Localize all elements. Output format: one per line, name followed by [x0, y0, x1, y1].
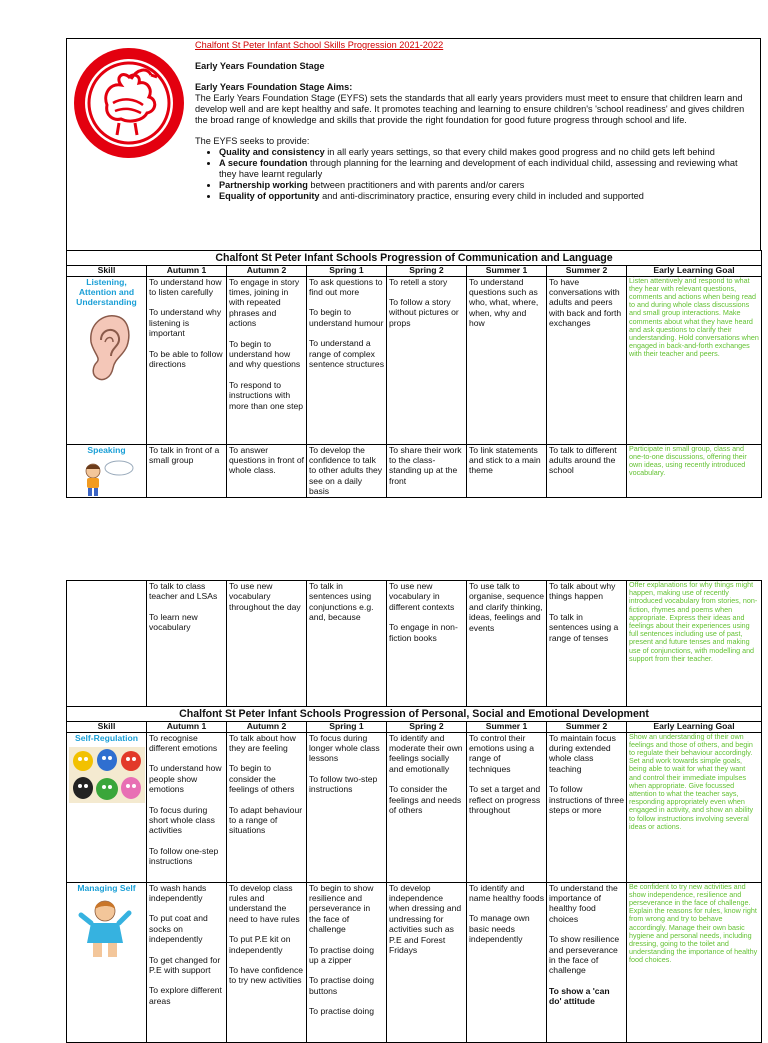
table-cell: To answer questions in front of whole class. — [227, 444, 307, 497]
column-header: Skill — [67, 722, 147, 733]
table-cell: To have conversations with adults and peers with back and forth exchanges — [547, 276, 627, 444]
column-header: Spring 1 — [307, 722, 387, 733]
skill-label: Managing Self — [77, 882, 136, 893]
column-header: Autumn 1 — [147, 722, 227, 733]
communication-table — [66, 250, 762, 498]
page2-table — [66, 580, 762, 1043]
early-learning-goal: Listen attentively and respond to what they hear with relevant questions, comments and actions when being read to and during whole class discussions and small group interactions. Make comments about what they have heard and ask questions to clarify their understanding. Hold conversations when engaged in back-and-forth exchanges with their teacher and peers. — [627, 276, 762, 444]
ear-icon — [81, 312, 133, 384]
section-title: Chalfont St Peter Infant Schools Progression of Communication and Language — [67, 251, 762, 266]
early-learning-goal: Be confident to try new activities and show independence, resilience and perseverance in the face of challenge. Explain the reasons for rules, know right from wrong and try to behave accordingly. Manage their own basic hygiene and personal needs, including dressing, going to the toilet and understanding the importance of healthy food choices. — [627, 882, 762, 1042]
table-row — [67, 882, 762, 1042]
table-row — [67, 732, 762, 882]
column-header: Early Learning Goal — [627, 266, 762, 277]
stage-heading: Early Years Foundation Stage — [195, 61, 325, 71]
eyfs-bullet-list — [195, 147, 757, 202]
aims-paragraph: The Early Years Foundation Stage (EYFS) sets the standards that all early years providers must meet to ensure that children learn and develop well and are kept healthy and safe. It promotes teaching and learning to ensure children's 'school readiness' and gives children the broad range of knowledge and skills that provide the right foundation for good future progress through school and life. — [195, 93, 745, 125]
table-cell: To control their emotions using a range of techniques To set a target and reflect on progress throughout — [467, 732, 547, 882]
table-cell: To talk about how they are feeling To begin to consider the feelings of others To adapt behaviour to a range of situations — [227, 732, 307, 882]
early-learning-goal: Participate in small group, class and one-to-one discussions, offering their own ideas, using recently introduced vocabulary. — [627, 444, 762, 497]
speaking-child-icon — [79, 459, 135, 497]
table-cell: To recognise different emotions To understand how people show emotions To focus during short whole class activities To follow one-step instructions — [147, 732, 227, 882]
table-cell: To share their work to the class- standing up at the front — [387, 444, 467, 497]
bullet-item: • Quality and consistency in all early years settings, so that every child makes good progress and no child gets left behind — [219, 147, 757, 158]
column-header: Autumn 2 — [227, 722, 307, 733]
column-header: Summer 1 — [467, 266, 547, 277]
table-cell: To maintain focus during extended whole class teaching To follow instructions of three steps or more — [547, 732, 627, 882]
table-cell — [67, 581, 147, 707]
column-header: Summer 2 — [547, 266, 627, 277]
table-cell: To talk in sentences using conjunctions e.g. and, because — [307, 581, 387, 707]
skill-label: Listening, Attention and Understanding — [76, 276, 137, 308]
table-cell: To develop the confidence to talk to other adults they see on a daily basis — [307, 444, 387, 497]
skill-label: Speaking — [87, 444, 126, 455]
section-title: Chalfont St Peter Infant Schools Progression of Personal, Social and Emotional Development — [67, 707, 762, 722]
document-title[interactable]: Chalfont St Peter Infant School Skills Progression 2021-2022 — [195, 40, 444, 50]
table-cell: To wash hands independently To put coat and socks on independently To get changed for P.E with support To explore different areas — [147, 882, 227, 1042]
bullet-item: • Equality of opportunity and anti-discriminatory practice, ensuring every child in included and supported — [219, 191, 757, 202]
early-learning-goal: Offer explanations for why things might happen, making use of recently introduced vocabulary from stories, non-fiction, rhymes and poems when appropriate. Express their ideas and feelings about their experiences using full sentences including use of past, present and future tenses and making use of conjunctions, with modelling and support from their teacher. — [627, 581, 762, 707]
bullet-item: • A secure foundation through planning for the learning and development of each individual child, assessing and reviewing what they have learnt regularly — [219, 158, 757, 180]
column-header: Summer 2 — [547, 722, 627, 733]
intro-text — [195, 40, 757, 202]
school-logo — [73, 47, 185, 159]
column-header: Spring 2 — [387, 722, 467, 733]
table-cell: To use new vocabulary in different contexts To engage in non-fiction books — [387, 581, 467, 707]
bullet-item: • Partnership working between practitioners and with parents and/or carers — [219, 180, 757, 191]
skill-label: Self-Regulation — [74, 732, 139, 743]
column-header: Early Learning Goal — [627, 722, 762, 733]
table-cell: To understand the importance of healthy food choices To show resilience and perseverance in the face of challenge To show a 'can do' attitude — [547, 882, 627, 1042]
emotion-monsters-icon — [69, 747, 145, 803]
table-row — [67, 276, 762, 444]
intro-box — [66, 38, 761, 251]
table-cell: To use new vocabulary throughout the day — [227, 581, 307, 707]
column-header: Spring 2 — [387, 266, 467, 277]
provide-heading: The EYFS seeks to provide: — [195, 136, 310, 146]
table-cell: To begin to show resilience and perseverance in the face of challenge To practise doing up a zipper To practise doing buttons To practise doing — [307, 882, 387, 1042]
table-cell: To identify and name healthy foods To manage own basic needs independently — [467, 882, 547, 1042]
column-header: Autumn 1 — [147, 266, 227, 277]
table-cell: To talk to class teacher and LSAs To learn new vocabulary — [147, 581, 227, 707]
table-cell: To talk about why things happen To talk in sentences using a range of tenses — [547, 581, 627, 707]
table-cell: To ask questions to find out more To begin to understand humour To understand a range of complex sentence structures — [307, 276, 387, 444]
table-cell: To use talk to organise, sequence and clarify thinking, ideas, feelings and events — [467, 581, 547, 707]
table-cell: To understand questions such as who, what, where, when, why and how — [467, 276, 547, 444]
table-cell: To develop class rules and understand the need to have rules To put P.E kit on independently To have confidence to try new activities — [227, 882, 307, 1042]
column-header: Summer 1 — [467, 722, 547, 733]
aims-heading: Early Years Foundation Stage Aims: — [195, 82, 353, 92]
table-cell: To focus during longer whole class lessons To follow two-step instructions — [307, 732, 387, 882]
column-header: Skill — [67, 266, 147, 277]
column-header: Autumn 2 — [227, 266, 307, 277]
table-cell: To retell a story To follow a story without pictures or props — [387, 276, 467, 444]
table-cell: To link statements and stick to a main theme — [467, 444, 547, 497]
column-header: Spring 1 — [307, 266, 387, 277]
table-row — [67, 444, 762, 497]
table-cell: To develop independence when dressing and undressing for activities such as P.E and Forest Fridays — [387, 882, 467, 1042]
table-cell: To talk in front of a small group — [147, 444, 227, 497]
child-dressing-icon — [77, 897, 137, 961]
table-cell: To talk to different adults around the school — [547, 444, 627, 497]
table-cell: To engage in story times, joining in with repeated phrases and actions To begin to understand how and why questions To respond to instructions with more than one step — [227, 276, 307, 444]
table-row — [67, 581, 762, 707]
table-cell: To understand how to listen carefully To understand why listening is important To be able to follow directions — [147, 276, 227, 444]
early-learning-goal: Show an understanding of their own feelings and those of others, and begin to regulate their behaviour accordingly. Set and work towards simple goals, being able to wait for what they want and control their immediate impulses when appropriate. Give focussed attention to what the teacher says, responding appropriately even when engaged in activity, and show an ability to follow instructions involving several ideas or actions. — [627, 732, 762, 882]
table-cell: To identify and moderate their own feelings socially and emotionally To consider the feelings and needs of others — [387, 732, 467, 882]
